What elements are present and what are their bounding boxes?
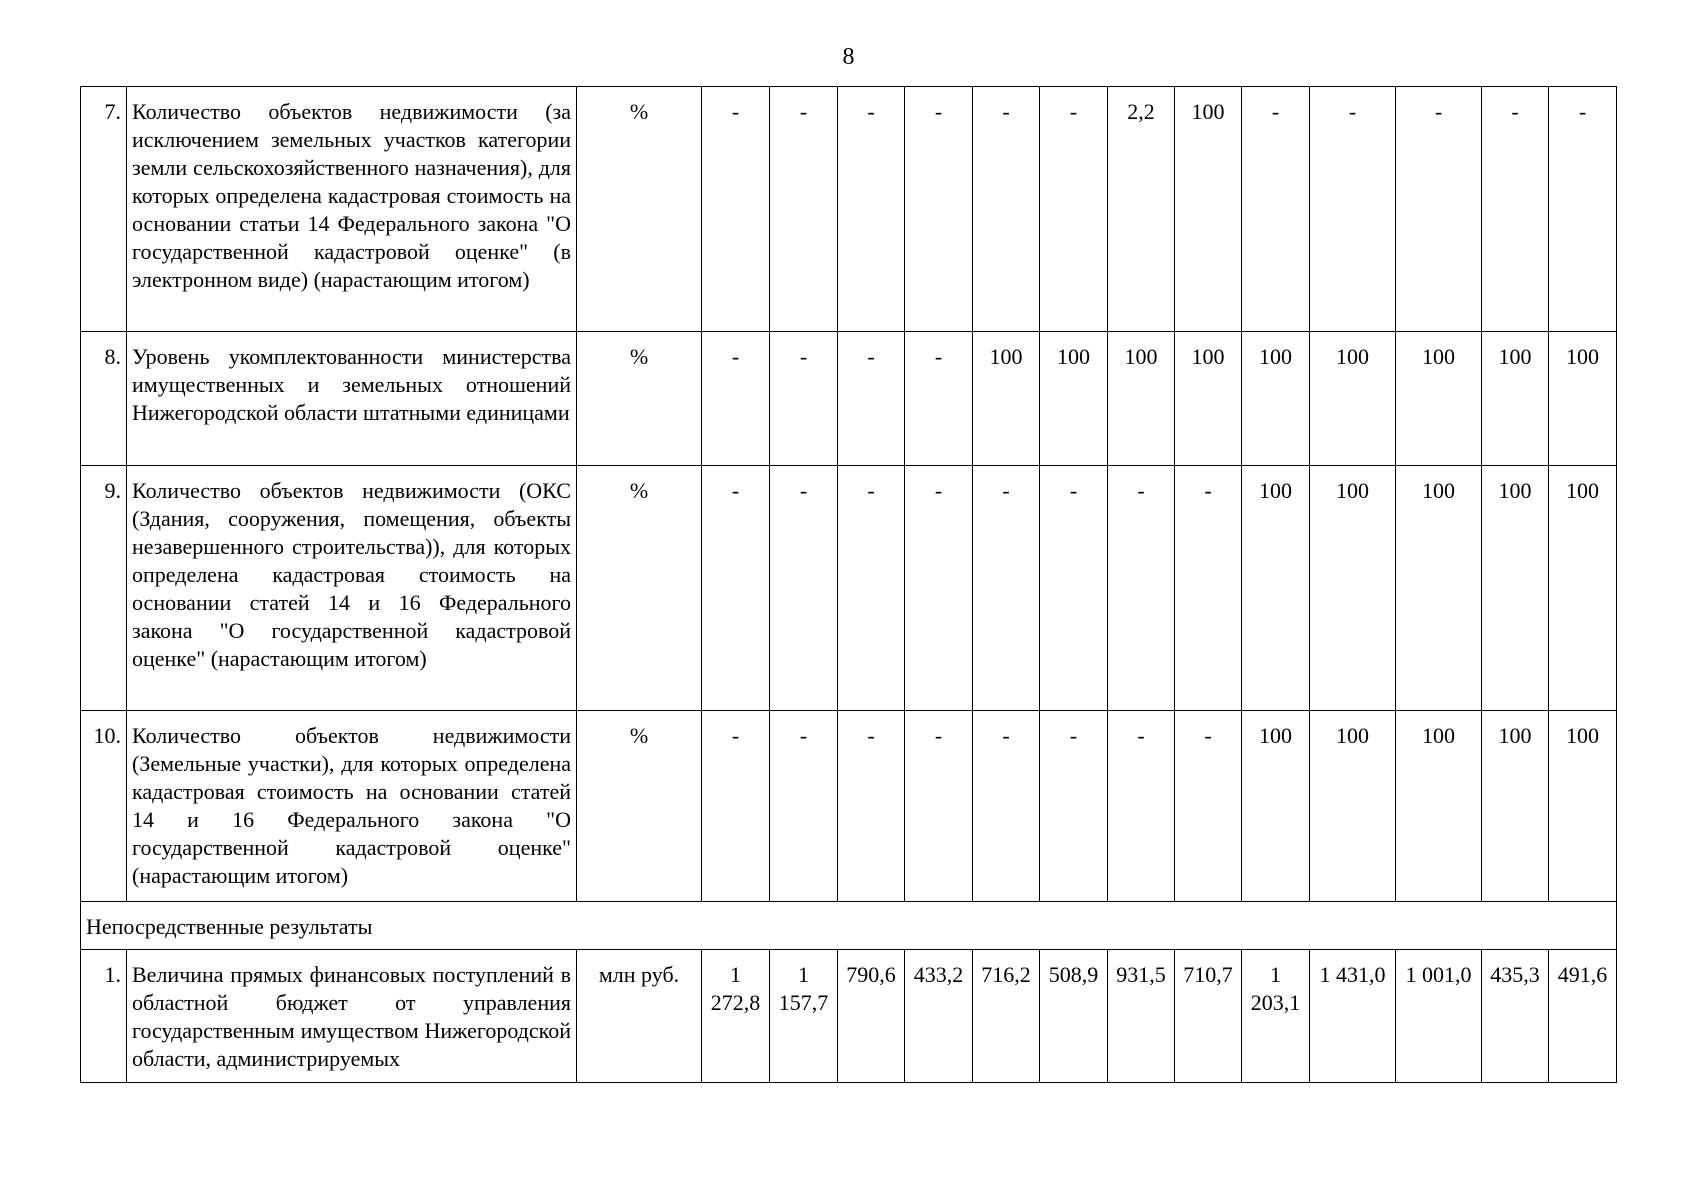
indicator-description: Уровень укомплектованности министерства имущественных и земельных отношений Нижегородской области штатными единицами: [127, 332, 577, 466]
value-cell: 790,6: [838, 950, 905, 1083]
value-cell: -: [973, 466, 1040, 711]
value-cell: -: [1396, 87, 1482, 332]
unit-cell: млн руб.: [577, 950, 702, 1083]
value-cell: 1 203,1: [1242, 950, 1310, 1083]
table-row: [81, 950, 1617, 1083]
indicator-description: Количество объектов недвижимости (ОКС (Здания, сооружения, помещения, объекты незавершенного строительства)), для которых определена кадастровая стоимость на основании статей 14 и 16 Федерального закона "О государственной кадастровой оценке" (нарастающим итогом): [127, 466, 577, 711]
value-cell: -: [838, 87, 905, 332]
table-row: [81, 87, 1617, 332]
value-cell: -: [770, 332, 838, 466]
row-number: 9.: [81, 466, 127, 711]
value-cell: -: [1482, 87, 1549, 332]
value-cell: -: [1108, 466, 1175, 711]
value-cell: 100: [1549, 332, 1617, 466]
value-cell: -: [905, 332, 973, 466]
value-cell: -: [973, 87, 1040, 332]
value-cell: -: [770, 87, 838, 332]
indicator-description: Количество объектов недвижимости (Земельные участки), для которых определена кадастровая стоимость на основании статей 14 и 16 Федерального закона "О государственной кадастровой оценке" (нарастающим итогом): [127, 711, 577, 902]
value-cell: 1 001,0: [1396, 950, 1482, 1083]
value-cell: 710,7: [1175, 950, 1242, 1083]
value-cell: -: [973, 711, 1040, 902]
value-cell: -: [702, 466, 770, 711]
value-cell: 100: [1396, 332, 1482, 466]
page-number: 8: [842, 44, 855, 70]
value-cell: 931,5: [1108, 950, 1175, 1083]
value-cell: -: [1040, 711, 1108, 902]
value-cell: 100: [1040, 332, 1108, 466]
row-number: 1.: [81, 950, 127, 1083]
value-cell: -: [838, 711, 905, 902]
value-cell: 100: [1482, 332, 1549, 466]
value-cell: -: [1175, 711, 1242, 902]
indicator-description: Количество объектов недвижимости (за исключением земельных участков категории земли сельскохозяйственного назначения), для которых определена кадастровая стоимость на основании статьи 14 Федерального закона "О государственной кадастровой оценке" (в электронном виде) (нарастающим итогом): [127, 87, 577, 332]
value-cell: 1 272,8: [702, 950, 770, 1083]
value-cell: 433,2: [905, 950, 973, 1083]
value-cell: 100: [1310, 711, 1396, 902]
value-cell: 100: [1242, 711, 1310, 902]
value-cell: 100: [1396, 466, 1482, 711]
value-cell: -: [702, 87, 770, 332]
value-cell: 716,2: [973, 950, 1040, 1083]
value-cell: -: [1108, 711, 1175, 902]
indicators-table: [80, 86, 1617, 1083]
value-cell: 100: [1482, 711, 1549, 902]
value-cell: -: [1040, 466, 1108, 711]
value-cell: 100: [1396, 711, 1482, 902]
value-cell: 100: [1310, 466, 1396, 711]
value-cell: -: [905, 711, 973, 902]
value-cell: 100: [973, 332, 1040, 466]
value-cell: -: [770, 711, 838, 902]
value-cell: -: [1549, 87, 1617, 332]
table-row: [81, 711, 1617, 902]
value-cell: 2,2: [1108, 87, 1175, 332]
value-cell: 100: [1549, 711, 1617, 902]
value-cell: 100: [1482, 466, 1549, 711]
unit-cell: %: [577, 87, 702, 332]
section-row: [81, 902, 1617, 950]
value-cell: 100: [1108, 332, 1175, 466]
value-cell: 100: [1242, 466, 1310, 711]
value-cell: 100: [1549, 466, 1617, 711]
value-cell: -: [1040, 87, 1108, 332]
row-number: 10.: [81, 711, 127, 902]
value-cell: -: [1242, 87, 1310, 332]
value-cell: 100: [1310, 332, 1396, 466]
value-cell: -: [838, 332, 905, 466]
value-cell: -: [1310, 87, 1396, 332]
unit-cell: %: [577, 711, 702, 902]
value-cell: -: [838, 466, 905, 711]
unit-cell: %: [577, 466, 702, 711]
value-cell: 1 157,7: [770, 950, 838, 1083]
value-cell: 100: [1242, 332, 1310, 466]
unit-cell: %: [577, 332, 702, 466]
value-cell: -: [702, 332, 770, 466]
indicator-description: Величина прямых финансовых поступлений в областной бюджет от управления государственным имуществом Нижегородской области, администрируемых: [127, 950, 577, 1083]
row-number: 8.: [81, 332, 127, 466]
value-cell: -: [702, 711, 770, 902]
value-cell: 100: [1175, 87, 1242, 332]
value-cell: -: [1175, 466, 1242, 711]
value-cell: 100: [1175, 332, 1242, 466]
value-cell: 508,9: [1040, 950, 1108, 1083]
row-number: 7.: [81, 87, 127, 332]
table-row: [81, 466, 1617, 711]
value-cell: -: [770, 466, 838, 711]
table-body: [81, 87, 1617, 1083]
value-cell: -: [905, 466, 973, 711]
value-cell: 491,6: [1549, 950, 1617, 1083]
value-cell: 1 431,0: [1310, 950, 1396, 1083]
value-cell: -: [905, 87, 973, 332]
value-cell: 435,3: [1482, 950, 1549, 1083]
section-title: Непосредственные результаты: [81, 902, 1617, 950]
table-row: [81, 332, 1617, 466]
